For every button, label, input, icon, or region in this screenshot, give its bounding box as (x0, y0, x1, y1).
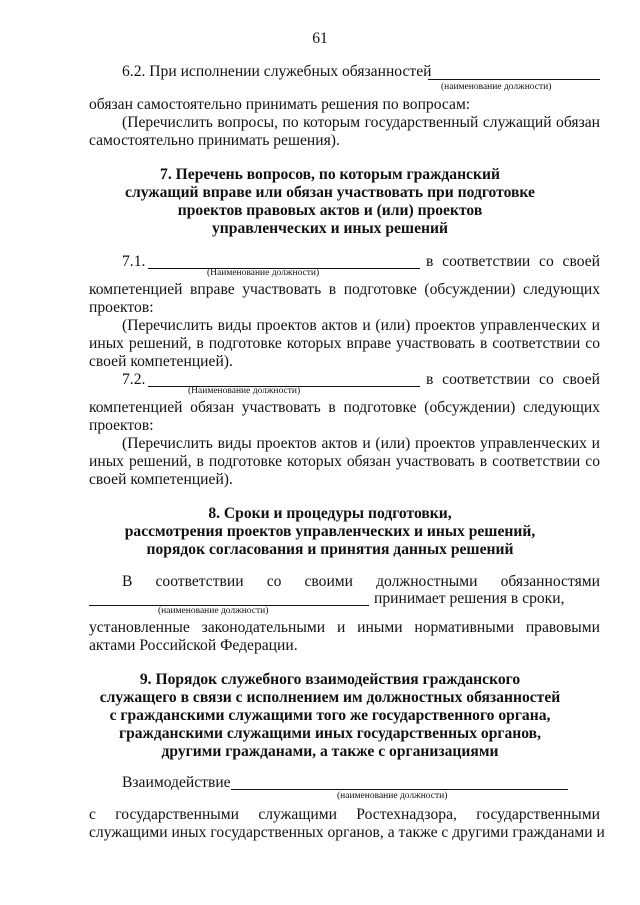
s9-line2 (89, 806, 600, 824)
s9-line2-word: государственными (476, 806, 600, 823)
p71-note-line3: своей компетенцией). (89, 353, 233, 370)
p71-note-line1: (Перечислить виды проектов актов и (или) проектов управленческих и (122, 317, 600, 334)
p71-tail: в соответствии со своей (426, 253, 600, 270)
s7-heading-line3: проектов правовых актов и (или) проектов (177, 202, 483, 219)
s9-line2-word: с (89, 806, 96, 823)
s6-intro: 6.2. При исполнении служебных обязанностей (122, 63, 432, 80)
s8-line2-tail: принимает решения в сроки, (374, 590, 565, 607)
s7-heading-line4: управленческих и иных решений (212, 220, 448, 237)
s8-line1-word: В (122, 573, 133, 590)
s9-position-caption: (наименование должности) (337, 791, 448, 801)
s9-heading-line3: с гражданскими служащими того же государственного органа, (109, 707, 551, 724)
page-number: 61 (312, 30, 328, 47)
s8-line1-word: соответствии (155, 573, 244, 590)
s9-line2-word: служащими (258, 806, 337, 823)
s9-heading-line2: служащего в связи с исполнением им должностных обязанностей (99, 689, 561, 706)
s6-note-line2: самостоятельно принимать решения). (89, 132, 340, 149)
s6-position-blank[interactable] (428, 79, 600, 80)
s6-line2: обязан самостоятельно принимать решения по вопросам: (89, 96, 471, 113)
s9-heading-line1: 9. Порядок служебного взаимодействия гражданского (139, 671, 521, 688)
s9-line2-word: Ростехнадзора, (356, 806, 457, 823)
s9-heading-line4: гражданскими служащими иных государственных органов, (119, 725, 541, 742)
s8-line1 (122, 573, 600, 591)
p72-line2: компетенцией обязан участвовать в подготовке (обсуждении) следующих (89, 399, 600, 416)
s8-heading-line2: рассмотрения проектов управленческих и иных решений, (124, 523, 536, 540)
p72-note-line3: своей компетенцией). (89, 471, 233, 488)
s9-intro: Взаимодействие (122, 774, 231, 791)
p72-note-line2: иных решений, в подготовке которых обязан участвовать в соответствии со (89, 453, 600, 470)
s8-line1-word: со (266, 573, 282, 590)
s8-line3: установленные законодательными и иными нормативными правовыми (89, 619, 600, 636)
s8-line1-word: обязанностями (500, 573, 600, 590)
p72-position-caption: (Наименование должности) (188, 386, 301, 396)
s9-position-blank[interactable] (231, 789, 568, 790)
s8-heading-line3: порядок согласования и принятия данных решений (146, 541, 514, 558)
p71-position-caption: (Наименование должности) (207, 268, 320, 278)
s8-position-caption: (наименование должности) (158, 606, 269, 616)
p72-tail: в соответствии со своей (426, 371, 600, 388)
s6-position-caption: (наименование должности) (441, 82, 552, 92)
s9-heading-line5: другими гражданами, а также с организациями (161, 743, 499, 760)
p72-note-line1: (Перечислить виды проектов актов и (или) проектов управленческих и (122, 435, 600, 452)
s8-line4: актами Российской Федерации. (89, 637, 298, 654)
p71-line2: компетенцией вправе участвовать в подготовке (обсуждении) следующих (89, 281, 600, 298)
s6-note-line1: (Перечислить вопросы, по которым государственный служащий обязан (122, 114, 600, 131)
s8-heading-line1: 8. Сроки и процедуры подготовки, (208, 505, 452, 522)
s8-line1-word: своими (304, 573, 354, 590)
p71-number: 7.1. (122, 253, 146, 270)
s7-heading-line2: служащий вправе или обязан участвовать при подготовке (125, 184, 535, 201)
p72-number: 7.2. (122, 371, 146, 388)
s8-line1-word: должностными (376, 573, 478, 590)
p71-note-line2: иных решений, в подготовке которых вправе участвовать в соответствии со (89, 335, 600, 352)
s9-line2-word: государственными (115, 806, 239, 823)
p72-line3: проектов: (89, 417, 154, 434)
s9-line3: служащими иных государственных органов, а также с другими гражданами и (89, 824, 605, 841)
p71-line3: проектов: (89, 299, 154, 316)
s7-heading-line1: 7. Перечень вопросов, по которым гражданский (160, 166, 500, 183)
